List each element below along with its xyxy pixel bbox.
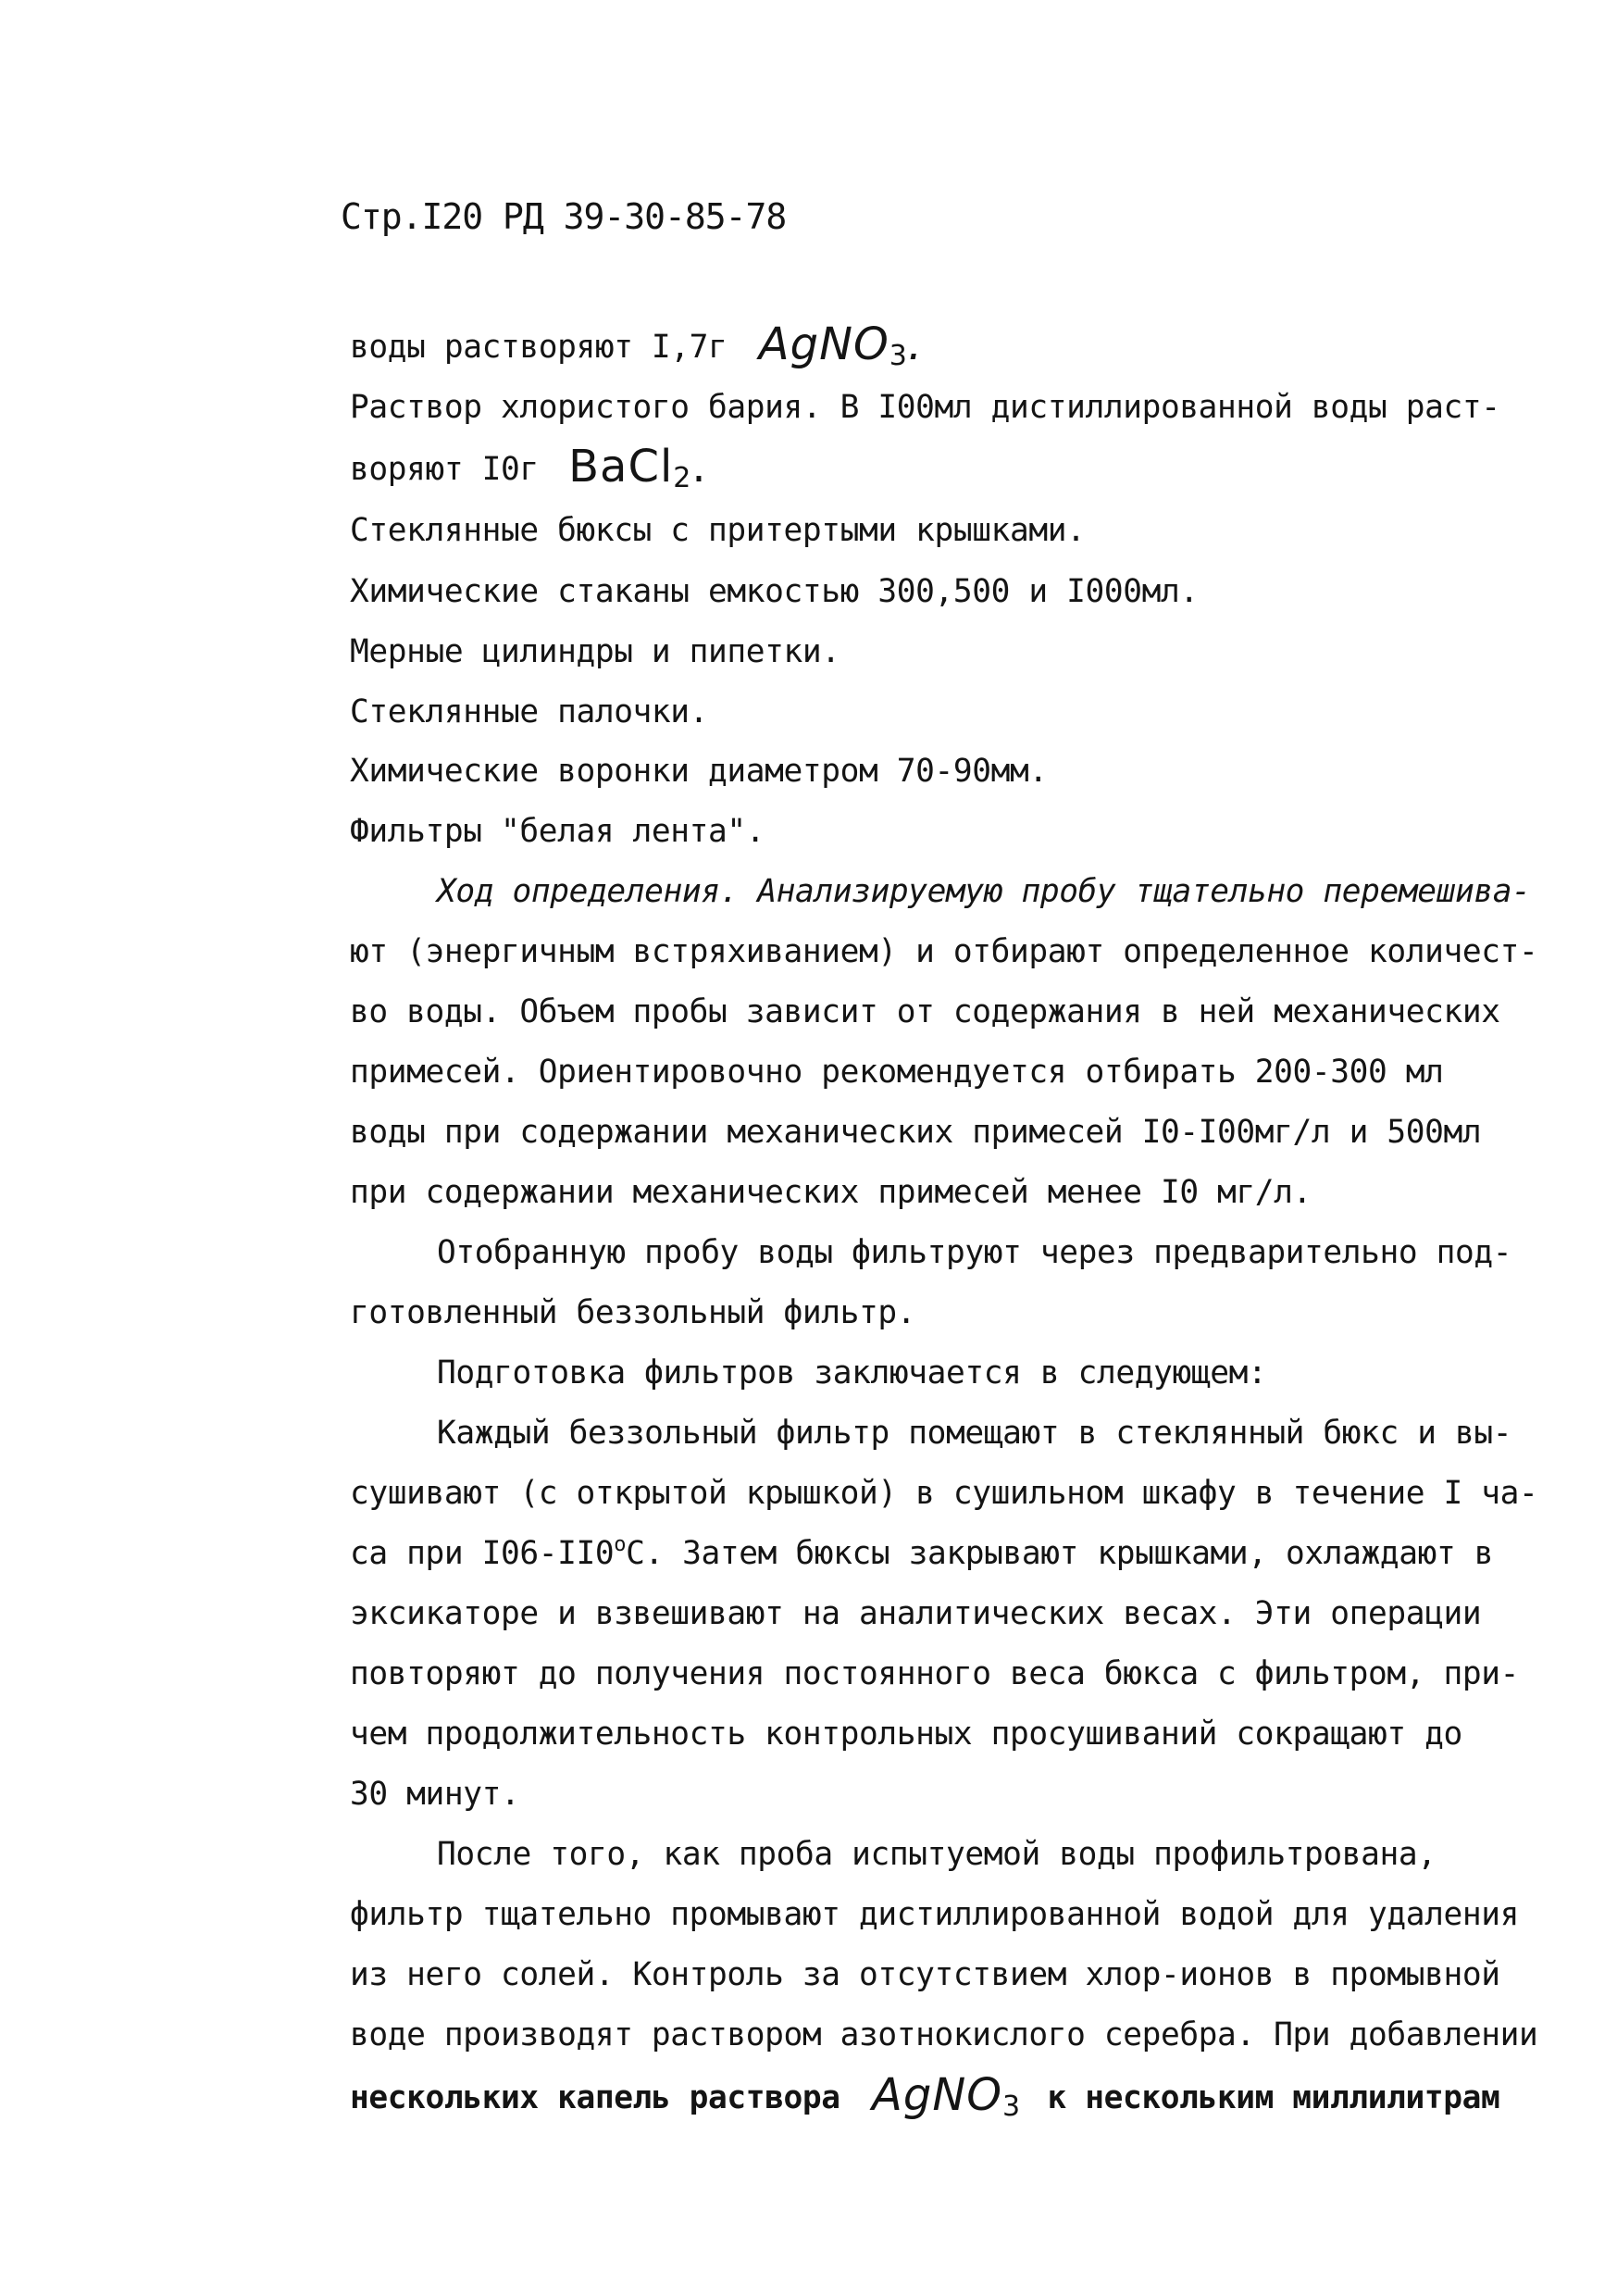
handwritten-formula [872,2069,1021,2121]
handwritten-formula-tail: . [907,318,924,370]
text-line: Подготовка фильтров заключается в следующем: [437,1354,1267,1391]
handwritten-formula-subscript: 3 [1002,2090,1022,2123]
text-line-part: са при I06-II0 [350,1535,615,1572]
text-line-italic [437,873,1531,910]
text-line: воде производят раствором азотнокислого серебра. При добавлении [350,2016,1538,2053]
text-line: Каждый беззольный фильтр помещают в стеклянный бюкс и вы- [437,1415,1512,1452]
text-line: примесей. Ориентировочно рекомендуется отбирать 200-300 мл [350,1054,1444,1091]
text-line [350,1535,1493,1572]
text-line: сушивают (с открытой крышкой) в сушильном шкафу в течение I ча- [350,1475,1538,1512]
text-line-part: к нескольким миллилитрам [1047,2079,1500,2116]
text-line: Отобранную пробу воды фильтруют через предварительно под- [437,1234,1512,1271]
handwritten-formula-subscript: 3 [889,340,908,372]
text-line-part: С. Затем бюксы закрывают крышками, охлаждают в [626,1535,1494,1572]
handwritten-formula-subscript: 2 [673,462,692,494]
text-line: чем продолжительность контрольных просушиваний сокращают до [350,1716,1462,1753]
text-line: эксикаторе и взвешивают на аналитических весах. Эти операции [350,1595,1482,1632]
text-line: Химические воронки диаметром 70-90мм. [350,753,1048,790]
handwritten-formula-tail: . [691,441,707,493]
text-line: Фильтры "белая лента". [350,813,765,850]
text-line: при содержании механических примесей менее I0 мг/л. [350,1174,1312,1211]
text-line: повторяют до получения постоянного веса бюкса с фильтром, при- [350,1655,1519,1692]
text-line-part: воряют I0г [350,451,539,488]
text-line: ют (энергичным встряхиванием) и отбирают определенное количест- [350,933,1538,970]
text-line: во воды. Объем пробы зависит от содержания в ней механических [350,993,1500,1030]
page-header: Стр.I20 РД 39-30-85-78 [341,196,787,237]
handwritten-formula-text: BaCl [568,441,674,493]
text-line: из него солей. Контроль за отсутствием хлор-ионов в промывной [350,1956,1500,1993]
text-line: После того, как проба испытуемой воды профильтрована, [437,1836,1437,1873]
degree-sign: о [614,1533,627,1556]
text-line [350,318,924,375]
text-line: Стеклянные палочки. [350,693,709,730]
text-line-part: нескольких капель раствора [350,2079,840,2116]
text-line: фильтр тщательно промывают дистиллированной водой для удаления [350,1896,1519,1933]
handwritten-formula-text: AgNO [758,318,889,370]
text-line: воды при содержании механических примесей I0-I00мг/л и 500мл [350,1114,1482,1151]
text-line-part: воды растворяют I,7г [350,329,728,366]
text-line: Мерные цилиндры и пипетки. [350,633,840,670]
handwritten-formula [568,441,707,493]
text-line: Стеклянные бюксы с притертыми крышками. [350,512,1086,549]
text-line: Химические стаканы емкостью 300,500 и I000мл. [350,573,1199,610]
text-line [350,2069,1500,2126]
text-line [350,441,707,497]
text-line: 30 минут. [350,1776,520,1813]
handwritten-formula-text: AgNO [872,2069,1003,2121]
text-line: Раствор хлористого бария. В I00мл дистиллированной воды раст- [350,389,1500,426]
handwritten-formula [759,318,923,370]
section-lead: Ход определения. Анализируемую пробу тщательно перемешива- [437,873,1531,910]
text-line: готовленный беззольный фильтр. [350,1294,916,1331]
